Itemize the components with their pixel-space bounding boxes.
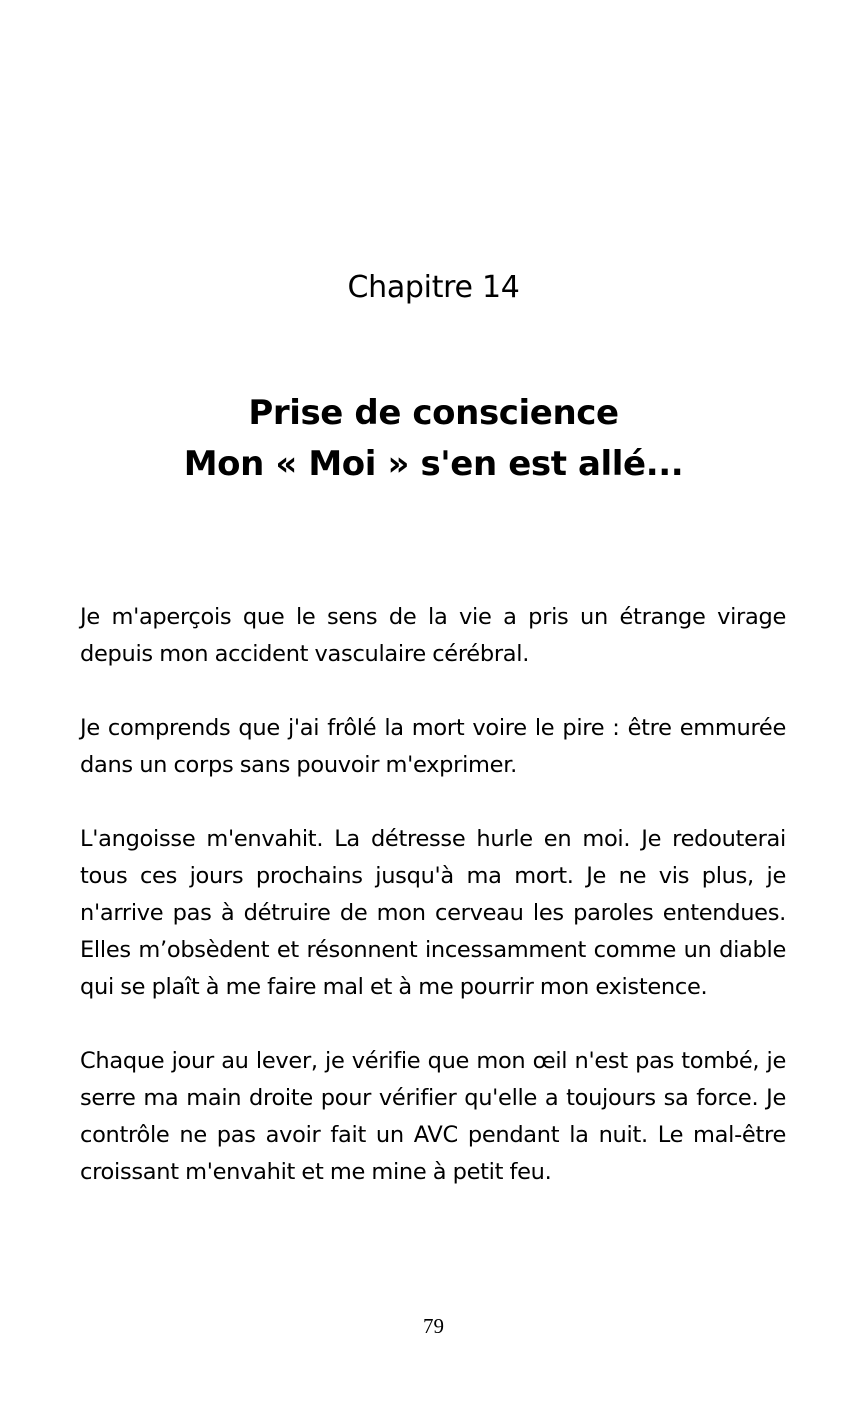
paragraph: Je comprends que j'ai frôlé la mort voire le pire : être emmurée dans un corps sans pouvoir m'exprimer. xyxy=(80,715,786,778)
paragraph: Je m'aperçois que le sens de la vie a pris un étrange virage depuis mon accident vasculaire cérébral. xyxy=(80,604,786,667)
chapter-title-line-2: Mon « Moi » s'en est allé... xyxy=(183,444,684,484)
page-number: 79 xyxy=(423,1314,444,1338)
chapter-title xyxy=(0,388,867,490)
paragraph: Chaque jour au lever, je vérifie que mon œil n'est pas tombé, je serre ma main droite pour vérifier qu'elle a toujours sa force. Je contrôle ne pas avoir fait un AVC pendant la nuit. Le mal-être croissant m'envahit et me mine à petit feu. xyxy=(80,1048,786,1185)
paragraph: L'angoisse m'envahit. La détresse hurle en moi. Je redouterai tous ces jours prochains jusqu'à ma mort. Je ne vis plus, je n'arrive pas à détruire de mon cerveau les paroles entendues. Elles m’obsèdent et résonnent incessamment comme un diable qui se plaît à me faire mal et à me pourrir mon existence. xyxy=(80,826,786,1000)
chapter-label: Chapitre 14 xyxy=(347,270,520,305)
body-text xyxy=(80,599,786,1191)
chapter-title-line-1: Prise de conscience xyxy=(248,393,619,433)
